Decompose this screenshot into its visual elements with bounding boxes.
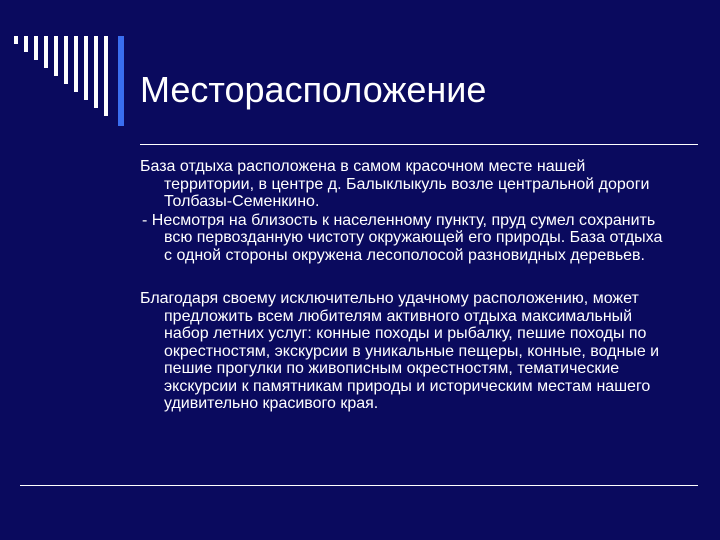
decor-bar xyxy=(14,36,18,44)
paragraph-pond: - Несмотря на близость к населенному пункту, пруд сумел сохранить всю первозданную чистоту окружающей его природы. База отдыха с одной стороны окружена лесополосой разновидных деревьев. xyxy=(142,211,663,264)
paragraph-services: Благодаря своему исключительно удачному расположению, может предложить всем любителям активного отдыха максимальный набор летних услуг: конные походы и рыбалку, пешие походы по окрестностям, экскурсии в уникальные пещеры, конные, водные и пешие прогулки по живописным окрестностям, тематические экскурсии к памятникам природы и историческим местам нашего удивительно красивого края. xyxy=(140,290,660,412)
slide-title: Месторасположение xyxy=(140,69,487,110)
decor-bar xyxy=(74,36,78,92)
paragraph-location: База отдыха расположена в самом красочном месте нашей территории, в центре д. Балыклыкуль возле центральной дороги Толбазы-Семенкино. xyxy=(140,158,650,210)
decor-bar xyxy=(64,36,68,84)
decor-bar xyxy=(94,36,98,108)
decor-bar xyxy=(84,36,88,100)
bottom-divider xyxy=(20,485,698,486)
title-divider xyxy=(140,144,698,145)
decor-bar xyxy=(44,36,48,68)
slide-body xyxy=(140,158,670,413)
decor-bar xyxy=(54,36,58,76)
decor-bar-accent xyxy=(118,36,124,126)
decor-bar xyxy=(104,36,108,116)
decorative-bars xyxy=(14,36,124,126)
paragraph-gap xyxy=(140,264,670,290)
decor-bar xyxy=(24,36,28,52)
decor-bar xyxy=(34,36,38,60)
